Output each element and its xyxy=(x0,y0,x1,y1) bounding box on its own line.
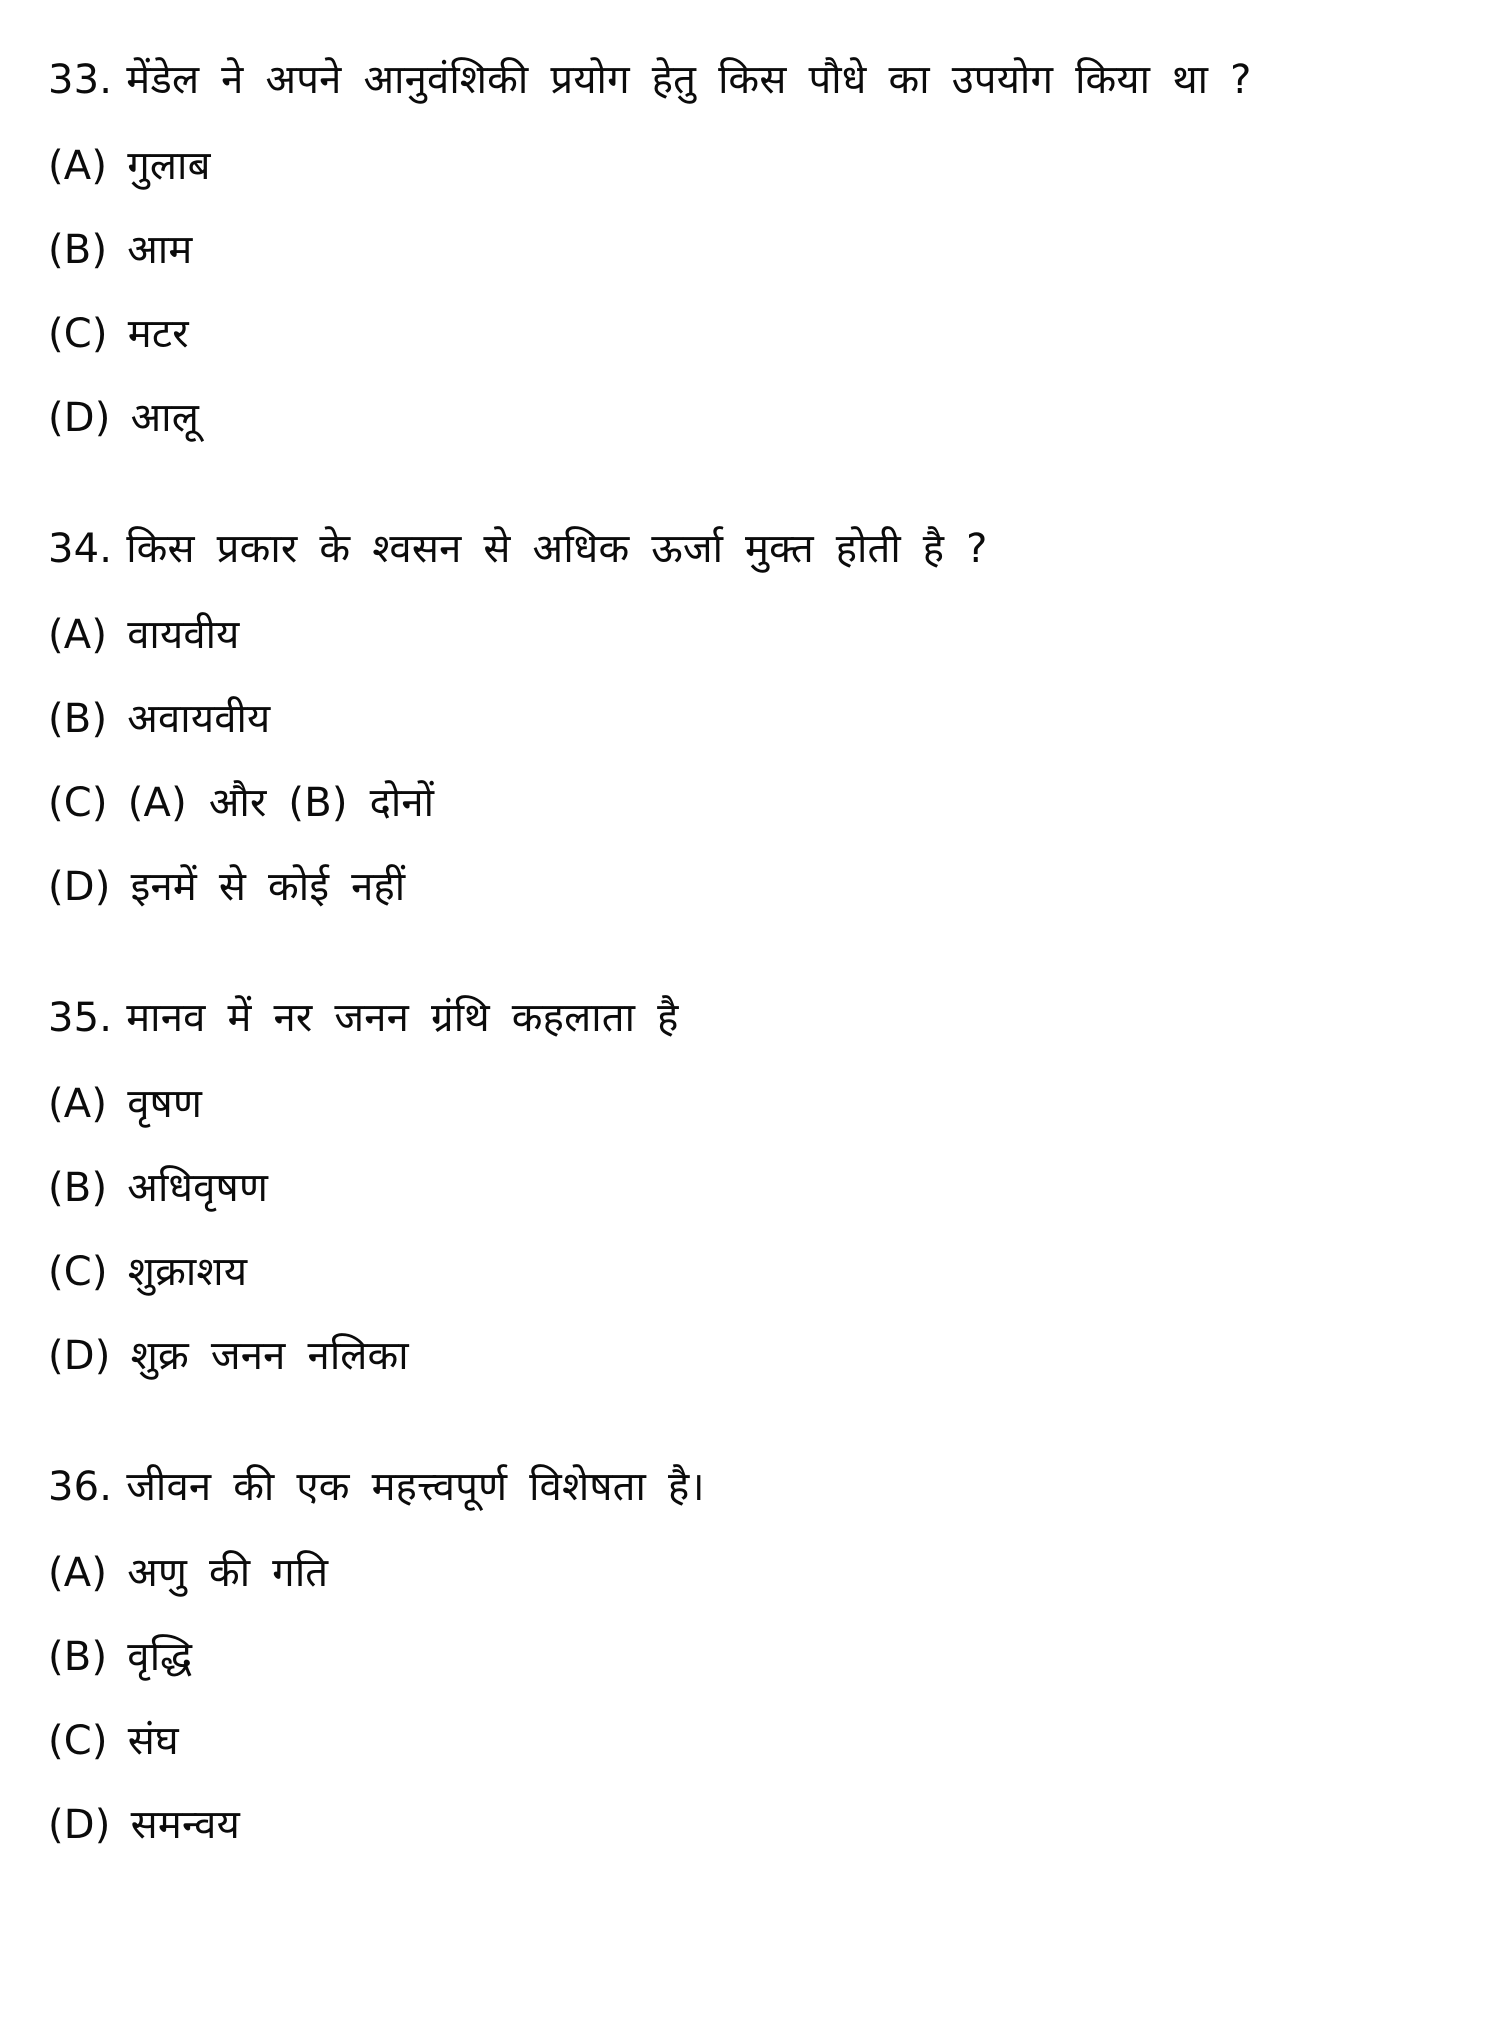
option-36-b-text: वृद्धि xyxy=(127,1634,193,1680)
option-35-c-label: (C) xyxy=(48,1249,108,1295)
option-35-a-text: वृषण xyxy=(127,1081,203,1127)
option-36-b xyxy=(48,1629,1465,1685)
option-35-c xyxy=(48,1244,1465,1300)
option-35-b-label: (B) xyxy=(48,1165,108,1211)
question-35-text: मानव में नर जनन ग्रंथि कहलाता है xyxy=(126,995,679,1041)
option-35-c-text: शुक्राशय xyxy=(127,1249,248,1295)
option-33-b xyxy=(48,222,1465,278)
option-35-d-text: शुक्र जनन नलिका xyxy=(130,1333,409,1379)
question-block-34 xyxy=(48,521,1465,915)
question-36-text: जीवन की एक महत्त्वपूर्ण विशेषता है। xyxy=(126,1464,705,1510)
option-35-b-text: अधिवृषण xyxy=(127,1165,269,1211)
question-36 xyxy=(48,1459,1465,1515)
option-34-c-label: (C) xyxy=(48,780,108,826)
option-36-d xyxy=(48,1797,1465,1853)
option-33-d xyxy=(48,390,1465,446)
option-36-c xyxy=(48,1713,1465,1769)
option-34-a-text: वायवीय xyxy=(127,612,240,658)
option-33-a xyxy=(48,138,1465,194)
question-34-number: 34. xyxy=(48,526,113,572)
option-36-d-label: (D) xyxy=(48,1802,111,1848)
option-35-d xyxy=(48,1328,1465,1384)
option-33-c xyxy=(48,306,1465,362)
option-33-a-text: गुलाब xyxy=(127,143,211,189)
question-33-number: 33. xyxy=(48,57,113,103)
option-34-b-text: अवायवीय xyxy=(127,696,271,742)
option-33-c-text: मटर xyxy=(127,311,189,357)
option-34-c xyxy=(48,775,1465,831)
option-33-b-label: (B) xyxy=(48,227,108,273)
option-33-a-label: (A) xyxy=(48,143,108,189)
question-33 xyxy=(48,52,1465,108)
option-33-d-text: आलू xyxy=(130,395,200,441)
option-34-b xyxy=(48,691,1465,747)
option-33-b-text: आम xyxy=(127,227,193,273)
question-34 xyxy=(48,521,1465,577)
option-36-a-text: अणु की गति xyxy=(127,1550,329,1596)
option-34-d xyxy=(48,859,1465,915)
option-33-c-label: (C) xyxy=(48,311,108,357)
question-35-number: 35. xyxy=(48,995,113,1041)
option-35-a-label: (A) xyxy=(48,1081,108,1127)
question-block-36 xyxy=(48,1459,1465,1853)
question-block-33 xyxy=(48,52,1465,446)
option-34-b-label: (B) xyxy=(48,696,108,742)
option-36-d-text: समन्वय xyxy=(130,1802,240,1848)
option-36-c-label: (C) xyxy=(48,1718,108,1764)
option-34-a-label: (A) xyxy=(48,612,108,658)
option-35-d-label: (D) xyxy=(48,1333,111,1379)
question-34-text: किस प्रकार के श्वसन से अधिक ऊर्जा मुक्त होती है ? xyxy=(126,526,988,572)
question-36-number: 36. xyxy=(48,1464,113,1510)
option-36-a-label: (A) xyxy=(48,1550,108,1596)
option-34-a xyxy=(48,607,1465,663)
question-block-35 xyxy=(48,990,1465,1384)
question-35 xyxy=(48,990,1465,1046)
question-33-text: मेंडेल ने अपने आनुवंशिकी प्रयोग हेतु किस पौधे का उपयोग किया था ? xyxy=(126,57,1252,103)
option-35-b xyxy=(48,1160,1465,1216)
option-34-d-text: इनमें से कोई नहीं xyxy=(130,864,406,910)
option-34-c-text: (A) और (B) दोनों xyxy=(127,780,435,826)
option-36-c-text: संघ xyxy=(127,1718,179,1764)
option-35-a xyxy=(48,1076,1465,1132)
option-36-a xyxy=(48,1545,1465,1601)
option-33-d-label: (D) xyxy=(48,395,111,441)
option-34-d-label: (D) xyxy=(48,864,111,910)
option-36-b-label: (B) xyxy=(48,1634,108,1680)
